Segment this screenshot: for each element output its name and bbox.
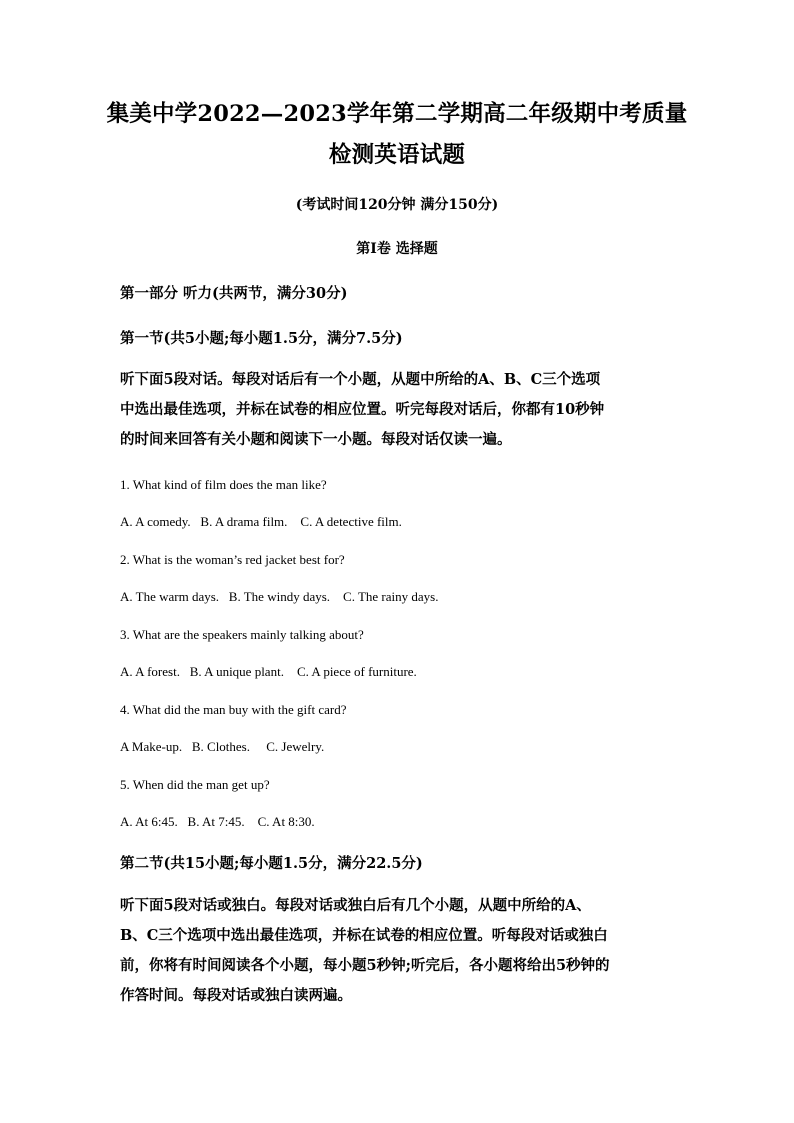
question-3-options: A. A forest. B. A unique plant. C. A piece of furniture. xyxy=(120,664,417,679)
exam-info: (考试时间120分钟 满分150分) xyxy=(295,197,499,213)
volume-heading: 第I卷 选择题 xyxy=(356,241,438,257)
instruction-line: 前，你将有时间阅读各个小题，每小题5秒钟;听完后，各小题将给出5秒钟的 xyxy=(120,957,610,974)
question-5-stem: 5. When did the man get up? xyxy=(120,777,270,792)
question-4-options: A Make-up. B. Clothes. C. Jewelry. xyxy=(120,739,325,754)
section2-instructions xyxy=(120,891,680,1011)
instruction-line: 作答时间。每段对话或独白读两遍。 xyxy=(120,987,352,1004)
section1-heading: 第一节(共5小题;每小题1.5分，满分7.5分) xyxy=(120,330,403,347)
instruction-line: 的时间来回答有关小题和阅读下一小题。每段对话仅读一遍。 xyxy=(120,431,512,448)
instruction-line: 中选出最佳选项，并标在试卷的相应位置。听完每段对话后，你都有10秒钟 xyxy=(120,401,605,418)
exam-title-line-2: 检测英语试题 xyxy=(328,142,466,168)
question-2-options: A. The warm days. B. The windy days. C. The rainy days. xyxy=(120,589,439,604)
exam-title-line-1: 集美中学2022—2023学年第二学期高二年级期中考质量 xyxy=(106,101,688,127)
instruction-line: B、C三个选项中选出最佳选项，并标在试卷的相应位置。听每段对话或独白 xyxy=(120,927,608,944)
question-1-options: A. A comedy. B. A drama film. C. A detective film. xyxy=(120,514,402,529)
section1-instructions xyxy=(120,365,680,455)
part1-heading: 第一部分 听力(共两节，满分30分) xyxy=(120,285,348,302)
question-5-options: A. At 6:45. B. At 7:45. C. At 8:30. xyxy=(120,814,315,829)
question-2-stem: 2. What is the woman’s red jacket best for? xyxy=(120,552,345,567)
question-4-stem: 4. What did the man buy with the gift card? xyxy=(120,702,347,717)
instruction-line: 听下面5段对话或独白。每段对话或独白后有几个小题，从题中所给的A、 xyxy=(120,897,591,914)
instruction-line: 听下面5段对话。每段对话后有一个小题，从题中所给的A、B、C三个选项 xyxy=(120,371,601,388)
section2-heading: 第二节(共15小题;每小题1.5分，满分22.5分) xyxy=(120,855,423,872)
question-1-stem: 1. What kind of film does the man like? xyxy=(120,477,327,492)
question-3-stem: 3. What are the speakers mainly talking about? xyxy=(120,627,364,642)
